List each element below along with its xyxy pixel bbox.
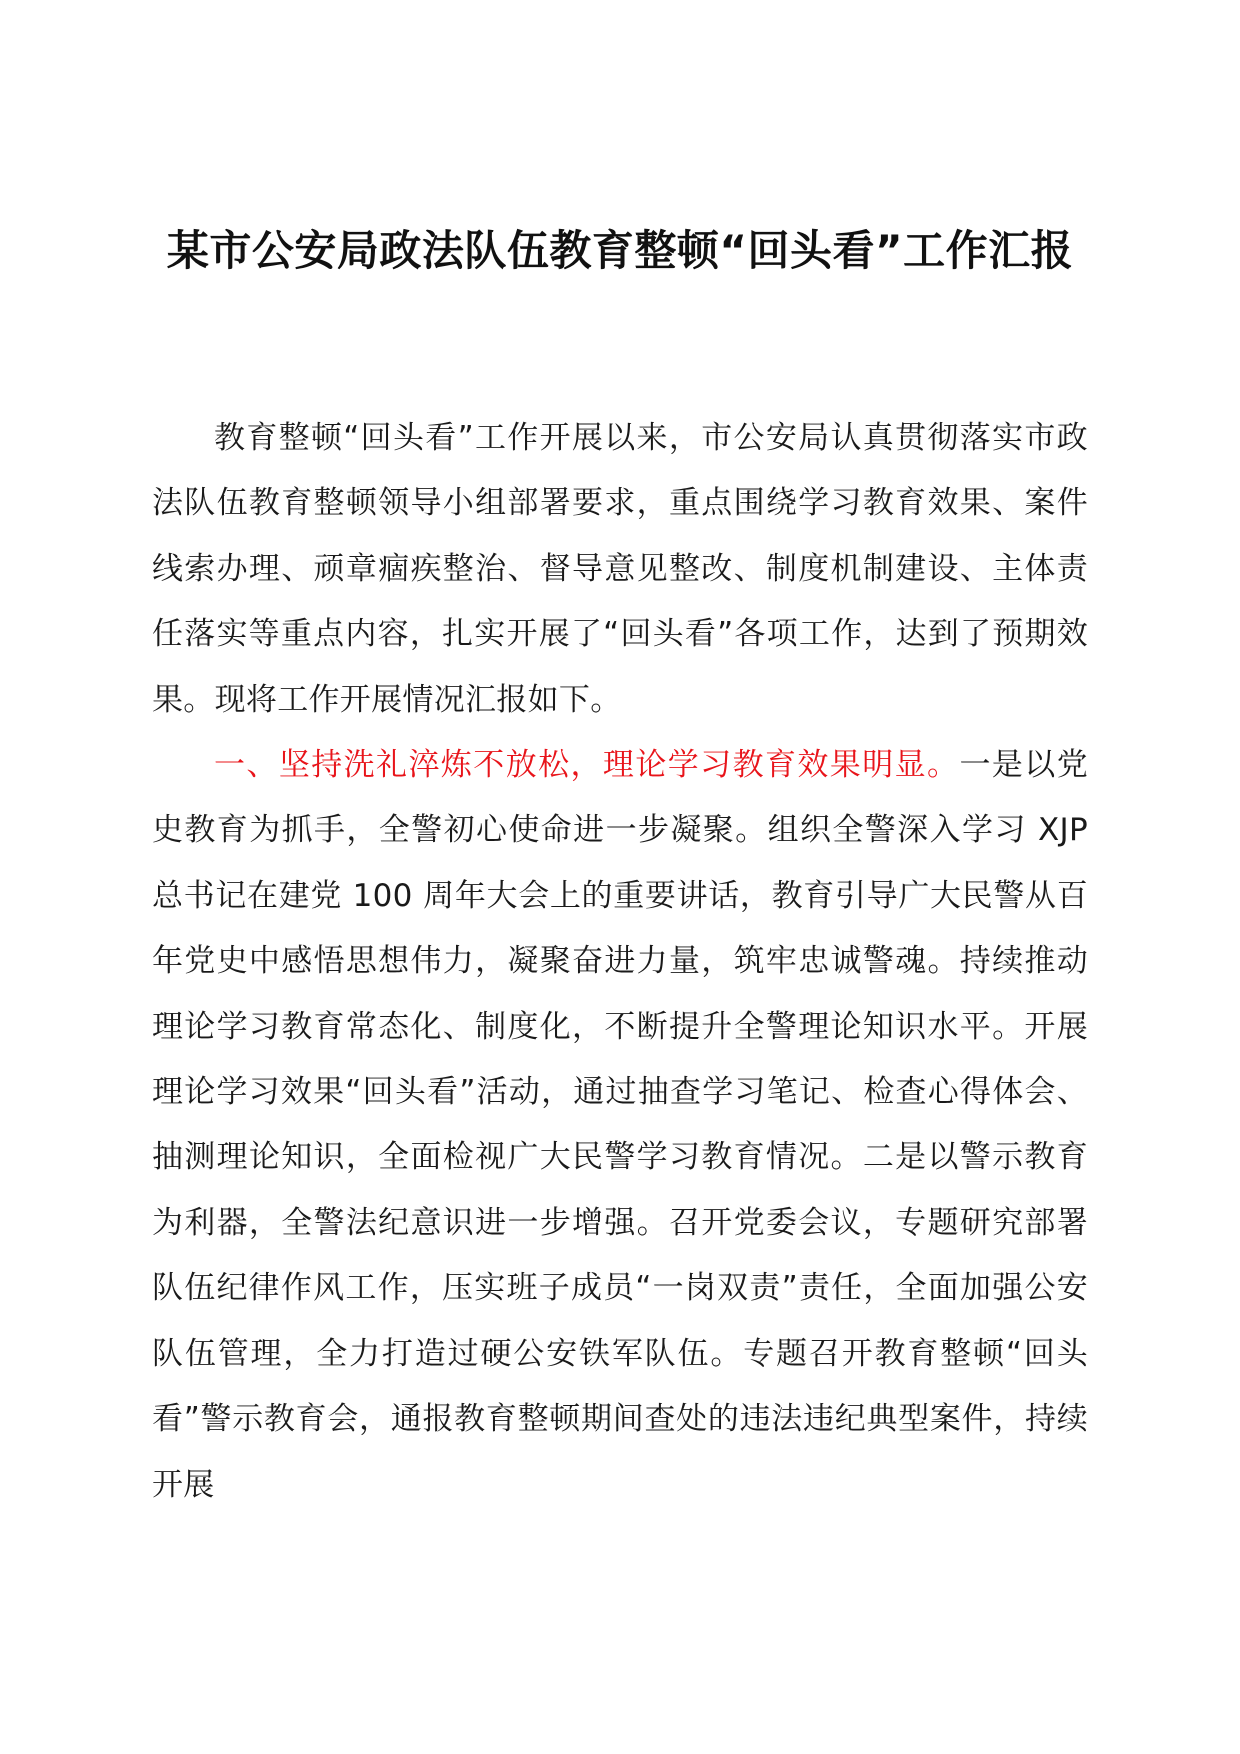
section-one-text: 一是以党史教育为抓手，全警初心使命进一步凝聚。组织全警深入学习 XJP 总书记在建党 100 周年大会上的重要讲话，教育引导广大民警从百年党史中感悟思想伟力，凝聚奋进力量，筑牢忠诚警魂。持续推动理论学习教育常态化、制度化，不断提升全警理论知识水平。开展理论学习效果“回头看”活动，通过抽查学习笔记、检查心得体会、抽测理论知识，全面检视广大民警学习教育情况。二是以警示教育为利器，全警法纪意识进一步增强。召开党委会议，专题研究部署队伍纪律作风工作，压实班子成员“一岗双责”责任，全面加强公安队伍管理，全力打造过硬公安铁军队伍。专题召开教育整顿“回头看”警示教育会，通报教育整顿期间查处的违法违纪典型案件，持续开展 — [152, 747, 1089, 1503]
document-title: 某市公安局政法队伍教育整顿“回头看”工作汇报 — [166, 226, 1074, 275]
intro-paragraph — [152, 406, 1088, 733]
section-one-heading: 一、坚持洗礼淬炼不放松，理论学习教育效果明显。 — [214, 747, 960, 784]
section-one-paragraph — [152, 733, 1088, 1518]
intro-paragraph-text: 教育整顿“回头看”工作开展以来，市公安局认真贯彻落实市政法队伍教育整顿领导小组部署要求，重点围绕学习教育效果、案件线索办理、顽章痼疾整治、督导意见整改、制度机制建设、主体责任落实等重点内容，扎实开展了“回头看”各项工作，达到了预期效果。现将工作开展情况汇报如下。 — [152, 420, 1088, 718]
document-body — [152, 406, 1088, 1518]
